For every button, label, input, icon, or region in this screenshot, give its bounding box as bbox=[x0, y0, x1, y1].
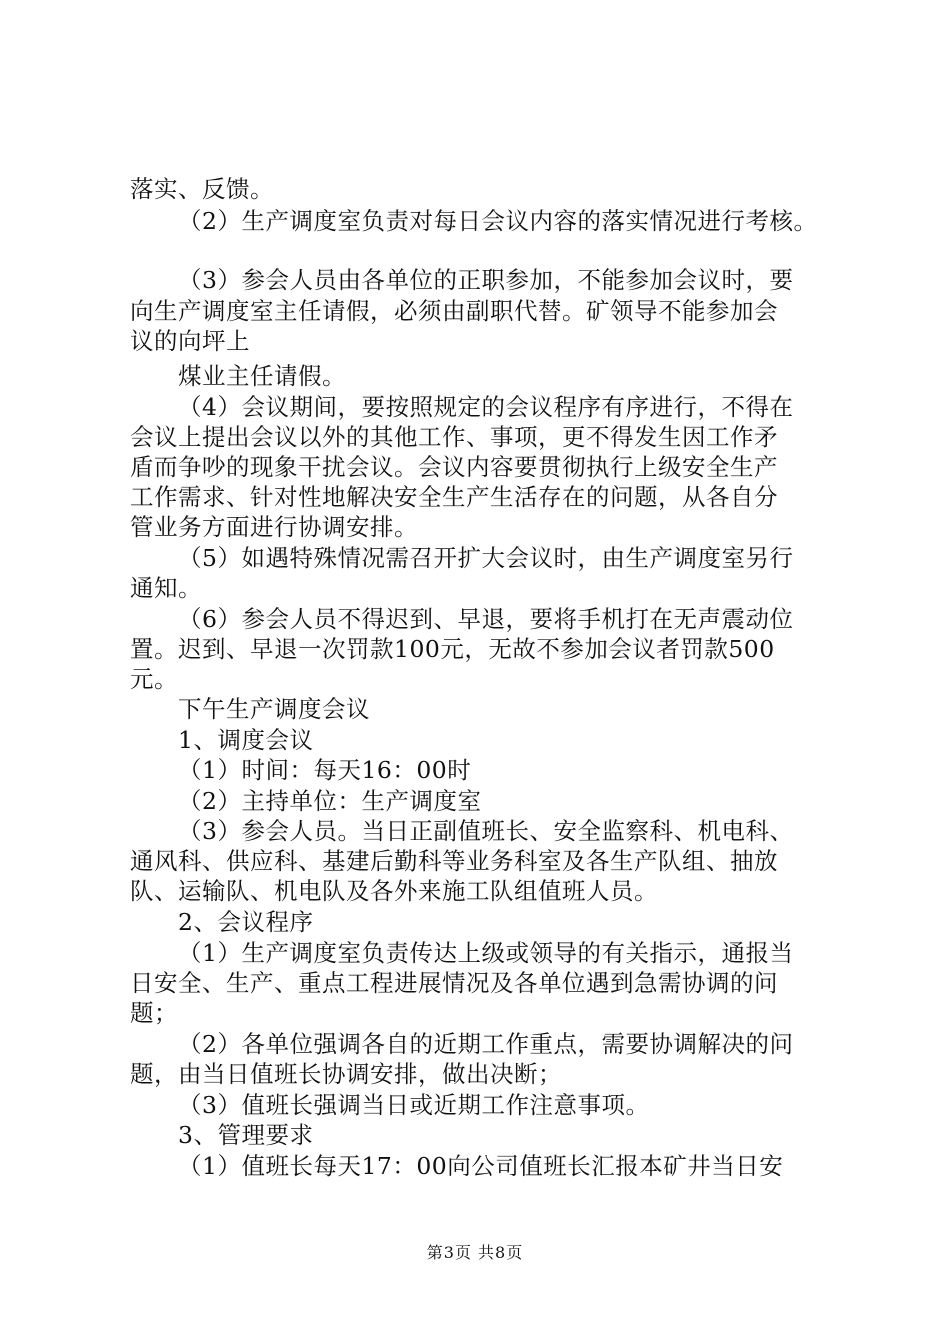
text-line: （2）各单位强调各自的近期工作重点，需要协调解决的问 bbox=[178, 1030, 794, 1058]
text-line: 盾而争吵的现象干扰会议。会议内容要贯彻执行上级安全生产 bbox=[130, 453, 778, 481]
text-line: 议的向坪上 bbox=[130, 327, 250, 355]
text-line: （2）主持单位：生产调度室 bbox=[178, 787, 482, 815]
text-line: 落实、反馈。 bbox=[130, 175, 274, 203]
text-line: 日安全、生产、重点工程进展情况及各单位遇到急需协调的问 bbox=[130, 969, 778, 997]
text-line: 通风科、供应科、基建后勤科等业务科室及各生产队组、抽放 bbox=[130, 847, 778, 875]
text-line: （3）参会人员由各单位的正职参加，不能参加会议时，要 bbox=[178, 266, 794, 294]
text-line: （3）参会人员。当日正副值班长、安全监察科、机电科、 bbox=[178, 817, 794, 845]
text-line: 题； bbox=[130, 999, 178, 1027]
text-line: 工作需求、针对性地解决安全生产生活存在的问题，从各自分 bbox=[130, 483, 778, 511]
text-line: 3、管理要求 bbox=[178, 1121, 314, 1149]
text-line: 置。迟到、早退一次罚款100元，无故不参加会议者罚款500 bbox=[130, 635, 775, 663]
text-line: 管业务方面进行协调安排。 bbox=[130, 513, 418, 541]
text-line: 会议上提出会议以外的其他工作、事项，更不得发生因工作矛 bbox=[130, 423, 778, 451]
text-line: （4）会议期间，要按照规定的会议程序有序进行，不得在 bbox=[178, 393, 794, 421]
text-line: （6）参会人员不得迟到、早退，要将手机打在无声震动位 bbox=[178, 605, 794, 633]
text-line: 通知。 bbox=[130, 574, 202, 602]
text-line: （3）值班长强调当日或近期工作注意事项。 bbox=[178, 1091, 650, 1119]
text-line: 下午生产调度会议 bbox=[178, 695, 370, 723]
text-line: （1）值班长每天17：00向公司值班长汇报本矿井当日安 bbox=[178, 1152, 784, 1180]
text-line: （2）生产调度室负责对每日会议内容的落实情况进行考核。 bbox=[178, 207, 818, 235]
text-line: （1）时间：每天16：00时 bbox=[178, 756, 472, 784]
text-line: 向生产调度室主任请假，必须由副职代替。矿领导不能参加会 bbox=[130, 297, 778, 325]
text-line: 煤业主任请假。 bbox=[178, 362, 346, 390]
text-line: 题，由当日值班长协调安排，做出决断； bbox=[130, 1060, 562, 1088]
text-line: （1）生产调度室负责传达上级或领导的有关指示，通报当 bbox=[178, 939, 794, 967]
text-line: （5）如遇特殊情况需召开扩大会议时，由生产调度室另行 bbox=[178, 544, 794, 572]
text-line: 2、会议程序 bbox=[178, 908, 314, 936]
text-line: 元。 bbox=[130, 665, 178, 693]
page-number-footer: 第3页 共8页 bbox=[426, 1243, 524, 1262]
text-line: 1、调度会议 bbox=[178, 726, 314, 754]
text-line: 队、运输队、机电队及各外来施工队组值班人员。 bbox=[130, 877, 658, 905]
